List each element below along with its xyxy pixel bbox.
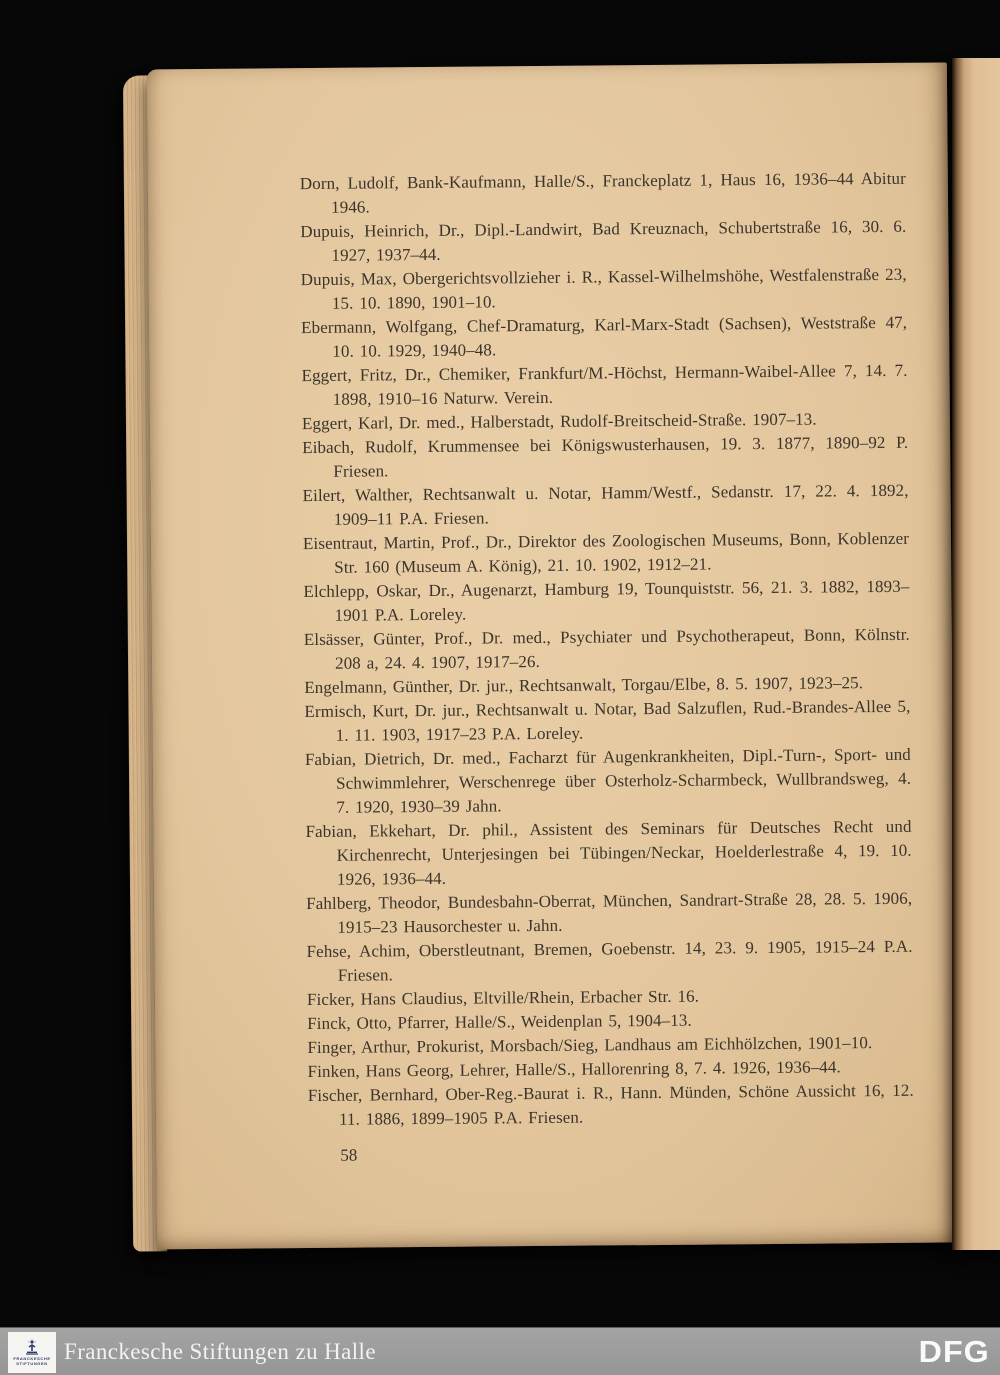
directory-entry: Finken, Hans Georg, Lehrer, Halle/S., Hallorenring 8, 7. 4. 1926, 1936–44. — [307, 1057, 841, 1082]
directory-entry: Finck, Otto, Pfarrer, Halle/S., Weidenplan 5, 1904–13. — [307, 1010, 692, 1034]
facing-page-edge — [952, 58, 1000, 1250]
directory-entry: Fischer, Bernhard, Ober-Reg.-Baurat i. R., Hann. Münden, Schöne Aussicht 16, 12. 11. 1886, 1899–1905 P.A. Friesen. — [307, 1080, 914, 1129]
directory-entry: Ficker, Hans Claudius, Eltville/Rhein, Erbacher Str. 16. — [306, 986, 700, 1010]
directory-entry: Fahlberg, Theodor, Bundesbahn-Oberrat, München, Sandrart-Straße 28, 28. 5. 1906, 1915–23 Hausorchester u. Jahn. — [306, 888, 913, 937]
directory-entry: Eilert, Walther, Rechtsanwalt u. Notar, Hamm/Westf., Sedanstr. 17, 22. 4. 1892, 1909–11 P.A. Friesen. — [302, 480, 909, 529]
institution-logo-text: STIFTUNGEN — [16, 1361, 48, 1366]
institution-logo-text: FRANCKESCHE — [13, 1356, 51, 1361]
directory-entry: Eggert, Karl, Dr. med., Halberstadt, Rudolf-Breitscheid-Straße. 1907–13. — [301, 409, 817, 434]
directory-entry: Dorn, Ludolf, Bank-Kaufmann, Halle/S., Franckeplatz 1, Haus 16, 1936–44 Abitur 1946. — [299, 168, 906, 217]
directory-entry: Fehse, Achim, Oberstleutnant, Bremen, Goebenstr. 14, 23. 9. 1905, 1915–24 P.A. Friesen. — [306, 936, 913, 985]
directory-entry: Finger, Arthur, Prokurist, Morsbach/Sieg, Landhaus am Eichhölzchen, 1901–10. — [307, 1033, 873, 1058]
directory-entry: Eisentraut, Martin, Prof., Dr., Direktor des Zoologischen Museums, Bonn, Koblenzer Str. 160 (Museum A. König), 21. 10. 1902, 1912–21. — [302, 528, 910, 577]
directory-entry: Ermisch, Kurt, Dr. jur., Rechtsanwalt u. Notar, Bad Salzuflen, Rud.-Brandes-Allee 5, 1. 11. 1903, 1917–23 P.A. Loreley. — [304, 696, 911, 745]
directory-entry: Fabian, Ekkehart, Dr. phil., Assistent des Seminars für Deutsches Recht und Kirchenrecht, Unterjesingen bei Tübingen/Neckar, Hoelderlestraße 4, 19. 10. 1926, 1936–44. — [305, 816, 912, 889]
directory-entry: Fabian, Dietrich, Dr. med., Facharzt für Augenkrankheiten, Dipl.-Turn-, Sport- und Schwimmlehrer, Werschenrege über Osterholz-Scharmbeck, Wullbrandsweg, 4. 7. 1920, 1930–39 Jahn. — [304, 744, 912, 817]
directory-text-block — [300, 167, 914, 1132]
viewer-footer — [0, 1327, 1000, 1375]
page-number: 58 — [340, 1145, 358, 1165]
directory-entry: Elchlepp, Oskar, Dr., Augenarzt, Hamburg 19, Tounquiststr. 56, 21. 3. 1882, 1893–1901 P.A. Loreley. — [303, 576, 910, 625]
directory-entry: Dupuis, Max, Obergerichtsvollzieher i. R., Kassel-Wilhelmshöhe, Westfalenstraße 23, 15. 10. 1890, 1901–10. — [300, 264, 907, 313]
directory-entry: Eibach, Rudolf, Krummensee bei Königswusterhausen, 19. 3. 1877, 1890–92 P. Friesen. — [302, 432, 909, 481]
institution-logo[interactable] — [8, 1332, 56, 1373]
dfg-logo[interactable]: DFG — [918, 1333, 990, 1369]
directory-entry: Dupuis, Heinrich, Dr., Dipl.-Landwirt, Bad Kreuznach, Schubertstraße 16, 30. 6. 1927, 1937–44. — [300, 216, 907, 265]
scanned-page — [123, 62, 957, 1249]
directory-entry: Ebermann, Wolfgang, Chef-Dramaturg, Karl-Marx-Stadt (Sachsen), Weststraße 47, 10. 10. 1929, 1940–48. — [301, 312, 908, 361]
directory-entry: Elsässer, Günter, Prof., Dr. med., Psychiater und Psychotherapeut, Bonn, Kölnstr. 208 a, 24. 4. 1907, 1917–26. — [303, 624, 910, 673]
institution-name: Franckesche Stiftungen zu Halle — [64, 1338, 376, 1364]
francke-emblem-icon — [23, 1339, 41, 1355]
paper-sheet — [147, 62, 957, 1249]
directory-entry: Eggert, Fritz, Dr., Chemiker, Frankfurt/M.-Höchst, Hermann-Waibel-Allee 7, 14. 7. 1898, 1910–16 Naturw. Verein. — [301, 360, 908, 409]
directory-entry: Engelmann, Günther, Dr. jur., Rechtsanwalt, Torgau/Elbe, 8. 5. 1907, 1923–25. — [304, 673, 864, 698]
